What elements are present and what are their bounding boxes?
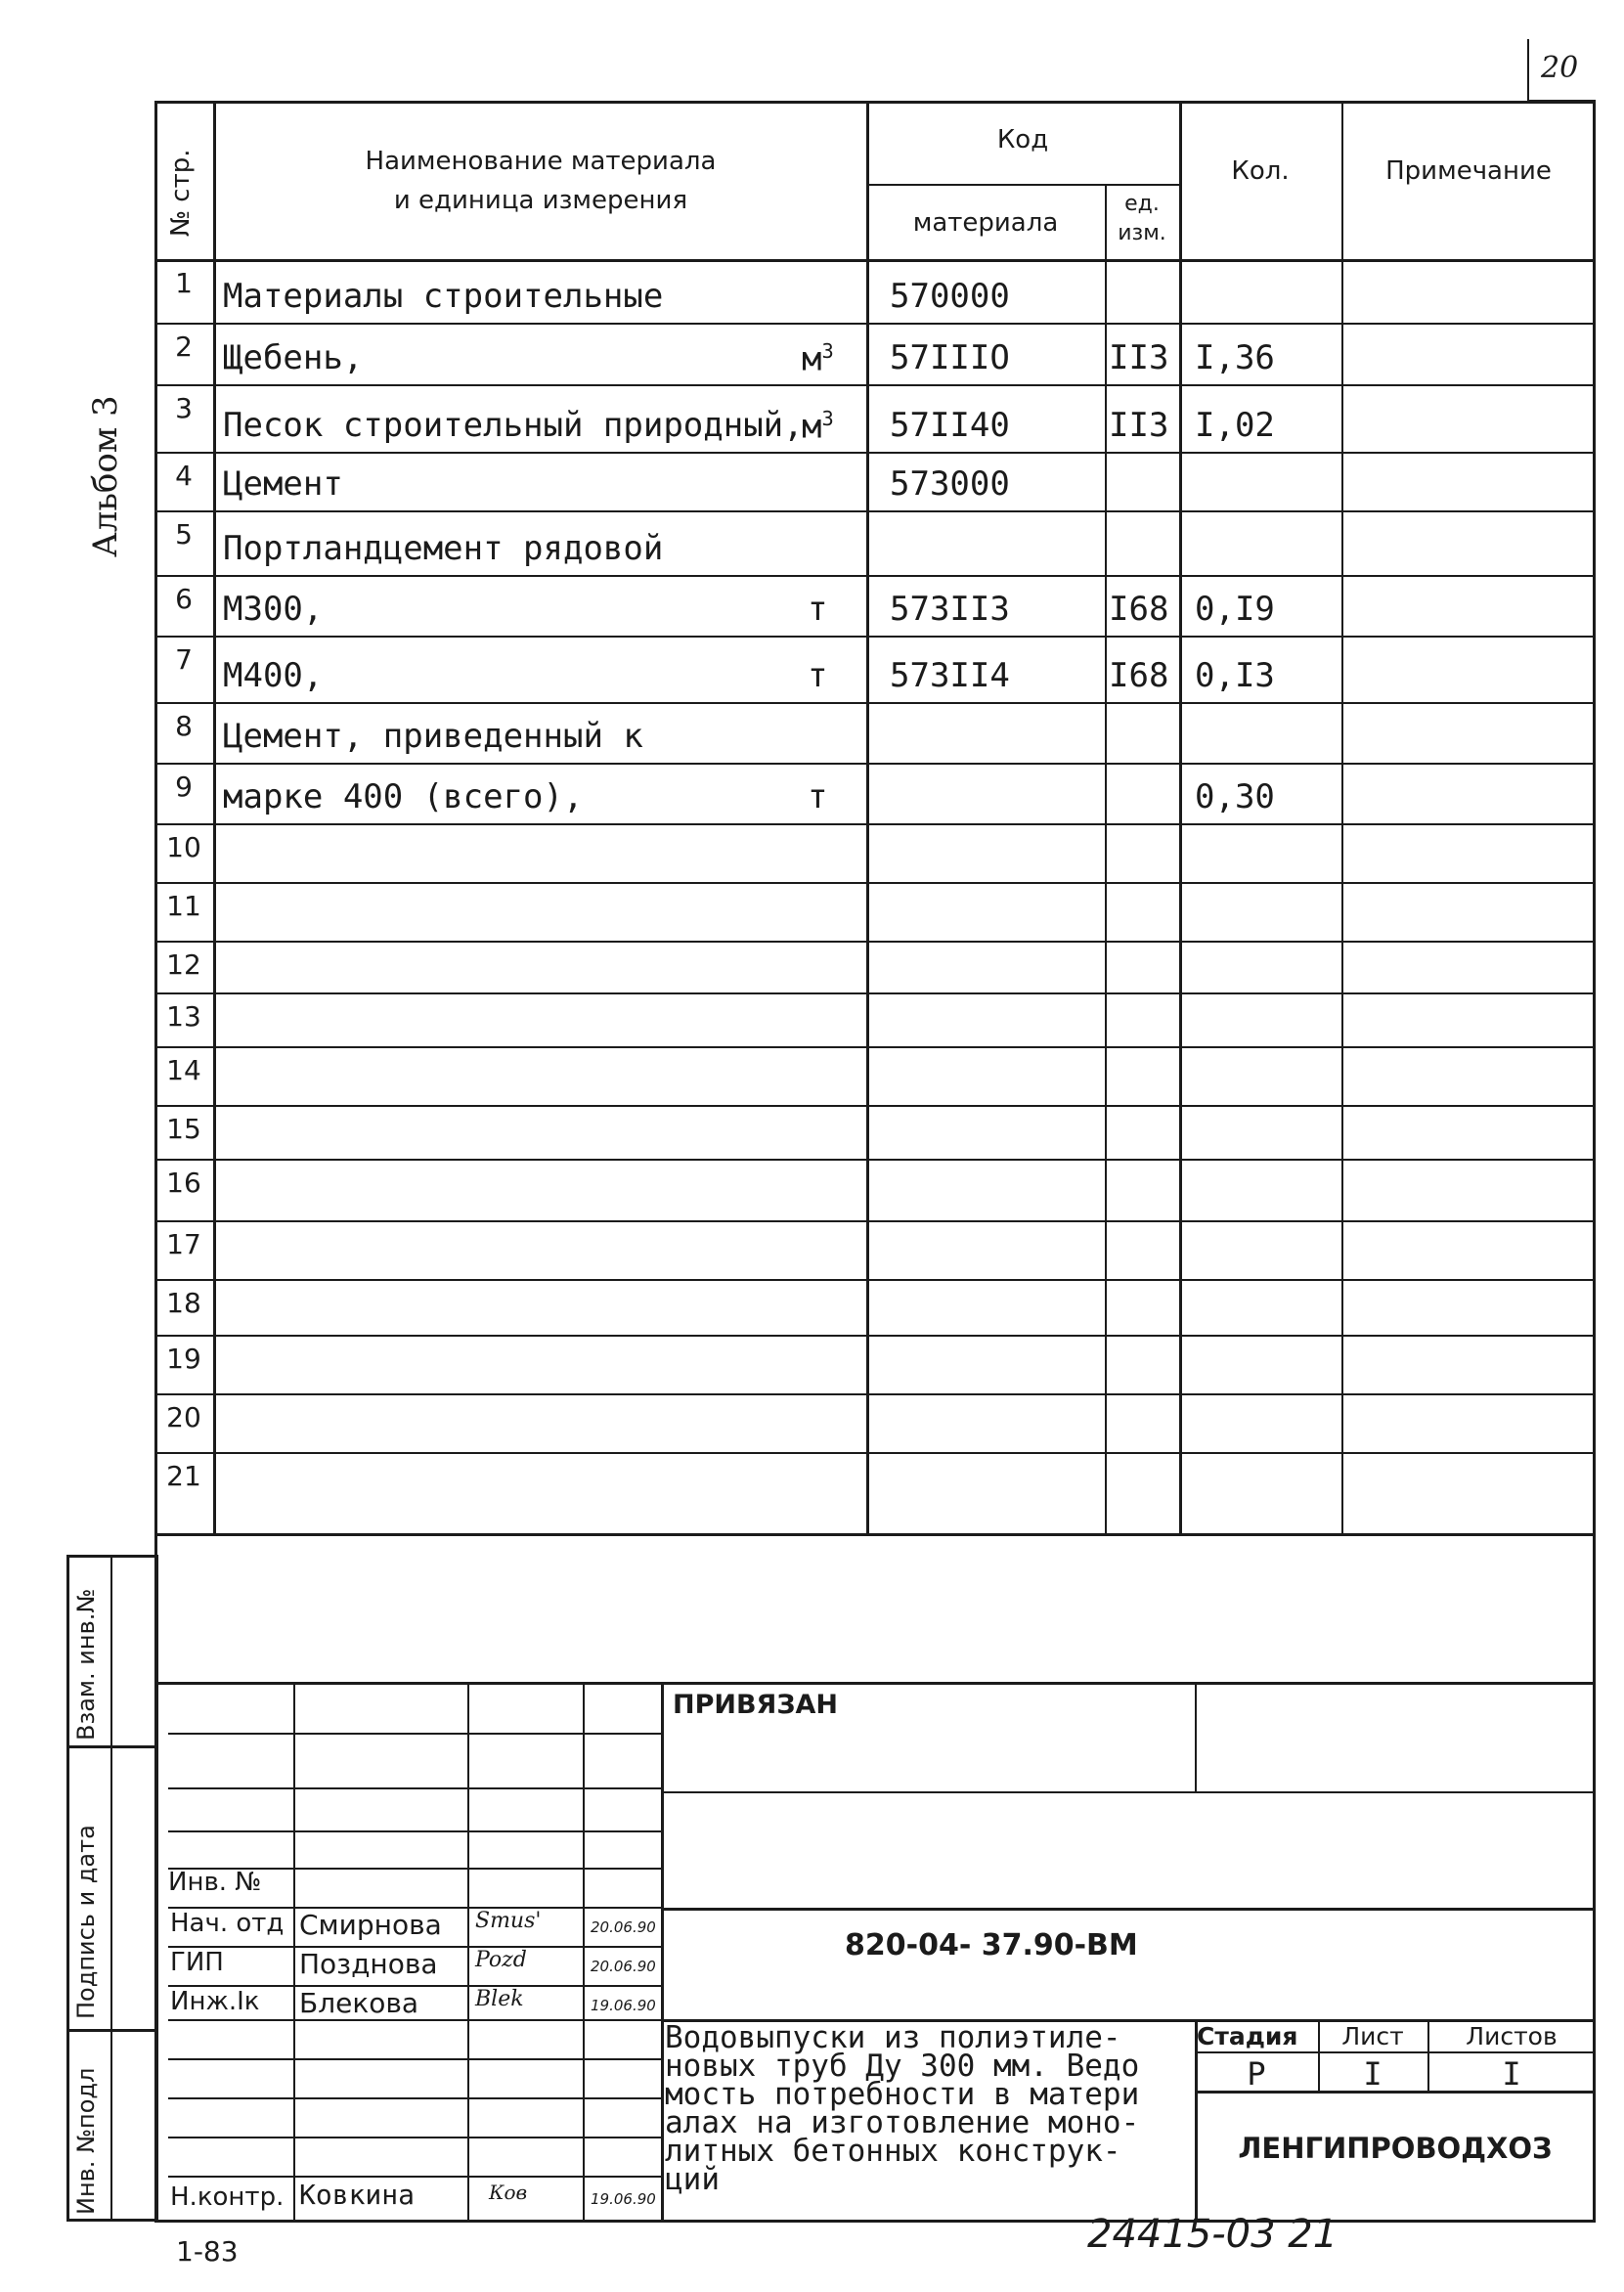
nkontr-signature: Ков <box>489 2181 528 2204</box>
unit-of-measure: т <box>808 590 828 629</box>
row-number: 1 <box>175 267 193 299</box>
nkontr-name: Ковкина <box>299 2179 416 2211</box>
footer-right: 24415-03 21 <box>1087 2212 1339 2257</box>
tb-line <box>154 1533 1596 1536</box>
quantity: I,36 <box>1195 338 1275 377</box>
side-podpis: Подпись и дата <box>72 1825 100 2019</box>
person-role: Инж.Iк <box>170 1987 260 2016</box>
unit-of-measure: $м^3$ <box>802 407 834 447</box>
unit-code: II3 <box>1109 406 1169 445</box>
person-signature: Pozd <box>475 1948 527 1972</box>
desc-line: ций <box>665 2162 720 2197</box>
tb-line <box>661 1908 1596 1911</box>
material-code: 57IIIO <box>890 338 1010 377</box>
row-divider <box>154 323 1596 325</box>
material-code: 573000 <box>890 464 1010 504</box>
row-divider <box>154 1220 1596 1222</box>
row-divider <box>154 384 1596 386</box>
row-number: 18 <box>166 1287 201 1319</box>
person-signature: Smus' <box>475 1909 542 1933</box>
material-name: Портландцемент рядовой <box>223 529 664 568</box>
row-number: 10 <box>166 831 201 863</box>
row-divider <box>154 1159 1596 1161</box>
tb-line <box>1195 1682 1197 1791</box>
row-number: 12 <box>166 948 201 981</box>
tb-grid-line <box>168 2058 661 2060</box>
material-code: 570000 <box>890 277 1010 316</box>
row-divider <box>154 941 1596 943</box>
material-code: 573II4 <box>890 656 1010 695</box>
row-divider <box>154 882 1596 884</box>
person-name: Смирнова <box>299 1909 442 1941</box>
doc-code: 820-04- 37.90-ВМ <box>845 1928 1138 1962</box>
page-number: 20 <box>1541 51 1579 85</box>
row-number: 16 <box>166 1167 201 1199</box>
row-number: 20 <box>166 1401 201 1433</box>
row-number: 15 <box>166 1113 201 1145</box>
row-divider <box>154 575 1596 577</box>
row-divider <box>154 763 1596 765</box>
col-line <box>213 101 216 1535</box>
row-number: 3 <box>175 392 193 424</box>
tb-grid-line <box>168 2176 661 2178</box>
stage-value: Р <box>1247 2055 1266 2093</box>
header-line <box>154 259 1596 262</box>
quantity: 0,30 <box>1195 777 1275 816</box>
nkontr-date: 19.06.90 <box>591 2190 656 2208</box>
side-stamp-line <box>66 1745 158 1748</box>
row-divider <box>154 452 1596 454</box>
unit-code: I68 <box>1109 590 1169 629</box>
col-line <box>866 101 869 1535</box>
doc-description <box>665 2020 1140 2197</box>
stage-label: Стадия <box>1197 2022 1298 2050</box>
row-number: 9 <box>175 771 193 803</box>
row-number: 17 <box>166 1228 201 1260</box>
unit-superscript: 3 <box>821 339 834 363</box>
privyazan-label: ПРИВЯЗАН <box>673 1690 839 1720</box>
row-divider <box>154 1393 1596 1395</box>
person-date: 19.06.90 <box>591 1997 656 2014</box>
sheets-label: Листов <box>1466 2022 1558 2050</box>
row-divider <box>154 1046 1596 1048</box>
material-name: Материалы строительные <box>223 277 664 316</box>
header-unit-1: ед. <box>1124 192 1160 216</box>
person-date: 20.06.90 <box>591 1918 656 1936</box>
row-number: 14 <box>166 1054 201 1086</box>
row-divider <box>154 823 1596 825</box>
tb-line <box>1195 2051 1596 2053</box>
row-number: 11 <box>166 890 201 922</box>
desc-line: алах на изготовление моно- <box>665 2105 1140 2140</box>
tb-line <box>583 1682 585 2222</box>
row-number: 2 <box>175 331 193 363</box>
tb-line <box>154 1682 1596 1685</box>
col-line <box>1179 101 1182 1535</box>
person-date: 20.06.90 <box>591 1958 656 1975</box>
person-name: Блекова <box>299 1987 419 2019</box>
person-role: ГИП <box>170 1948 224 1977</box>
quantity: 0,I9 <box>1195 590 1275 629</box>
sheet-value: I <box>1363 2055 1383 2093</box>
material-name: Щебень, <box>223 338 364 377</box>
tb-grid-line <box>168 2137 661 2138</box>
footer-left: 1-83 <box>176 2235 239 2268</box>
row-number: 6 <box>175 583 193 615</box>
row-number: 19 <box>166 1343 201 1375</box>
header-code-material: материала <box>912 208 1059 238</box>
tb-grid-line <box>168 1787 661 1789</box>
inv-no-label: Инв. № <box>168 1868 262 1897</box>
unit-of-measure: т <box>808 777 828 816</box>
album-label: Альбом 3 <box>86 395 125 557</box>
header-unit-2: изм. <box>1118 221 1166 245</box>
material-name: М400, <box>223 656 324 695</box>
tb-line <box>661 1682 664 2222</box>
material-name: Цемент <box>223 464 343 504</box>
tb-line <box>467 1682 469 2222</box>
unit-of-measure: $м^3$ <box>802 339 834 379</box>
row-divider <box>154 1279 1596 1281</box>
tb-grid-line <box>168 1733 661 1735</box>
unit-superscript: 3 <box>821 407 834 430</box>
row-number: 4 <box>175 460 193 492</box>
row-number: 21 <box>166 1460 201 1492</box>
side-inv-podl: Инв. №подл <box>72 2067 100 2215</box>
tb-grid-line <box>168 2097 661 2099</box>
unit-of-measure: т <box>808 656 828 695</box>
material-name: М300, <box>223 590 324 629</box>
header-name-line2: и единица измерения <box>393 186 688 215</box>
row-divider <box>154 702 1596 704</box>
tb-grid-line <box>168 2019 661 2021</box>
row-divider <box>154 1335 1596 1337</box>
desc-line: Водовыпуски из полиэтиле- <box>665 2020 1121 2055</box>
header-name-line1: Наименование материала <box>365 147 717 176</box>
col-line <box>1341 101 1343 1535</box>
material-name: Цемент, приведенный к <box>223 717 643 756</box>
header-code: Код <box>996 125 1049 154</box>
person-signature: Blek <box>475 1987 524 2011</box>
page-number-bar <box>1527 39 1529 100</box>
material-name: Песок строительный природный, <box>223 406 804 445</box>
col-line <box>1105 184 1107 1535</box>
material-code: 573II3 <box>890 590 1010 629</box>
side-stamp-line <box>66 2029 158 2032</box>
desc-line: новых труб Ду 300 мм. Ведо <box>665 2049 1140 2084</box>
nkontr-role: Н.контр. <box>170 2182 285 2212</box>
row-number: 5 <box>175 518 193 551</box>
person-role: Нач. отд <box>170 1909 285 1938</box>
unit-code: II3 <box>1109 338 1169 377</box>
tb-line <box>661 1791 1596 1793</box>
tb-grid-line <box>168 1830 661 1832</box>
row-divider <box>154 1452 1596 1454</box>
desc-line: литных бетонных конструк- <box>665 2134 1121 2169</box>
sheets-value: I <box>1502 2055 1521 2093</box>
row-number: 7 <box>175 643 193 676</box>
side-stamp-line <box>110 1555 112 2222</box>
header-row-no: № стр. <box>166 149 196 237</box>
header-line <box>866 184 1179 186</box>
person-name: Позднова <box>299 1948 438 1980</box>
row-divider <box>154 992 1596 994</box>
header-note: Примечание <box>1385 156 1552 186</box>
row-divider <box>154 1105 1596 1107</box>
tb-line <box>293 1682 295 2222</box>
quantity: I,02 <box>1195 406 1275 445</box>
side-vzam: Взам. инв.№ <box>72 1588 100 1741</box>
sheet-label: Лист <box>1341 2022 1404 2050</box>
unit-code: I68 <box>1109 656 1169 695</box>
header-qty: Кол. <box>1231 156 1290 186</box>
row-divider <box>154 636 1596 638</box>
row-number: 13 <box>166 1000 201 1033</box>
org-name: ЛЕНГИПРОВОДХОЗ <box>1238 2132 1553 2165</box>
material-code: 57II40 <box>890 406 1010 445</box>
quantity: 0,I3 <box>1195 656 1275 695</box>
row-divider <box>154 510 1596 512</box>
desc-line: мость потребности в матери <box>665 2077 1140 2112</box>
material-name: марке 400 (всего), <box>223 777 584 816</box>
row-number: 8 <box>175 710 193 742</box>
